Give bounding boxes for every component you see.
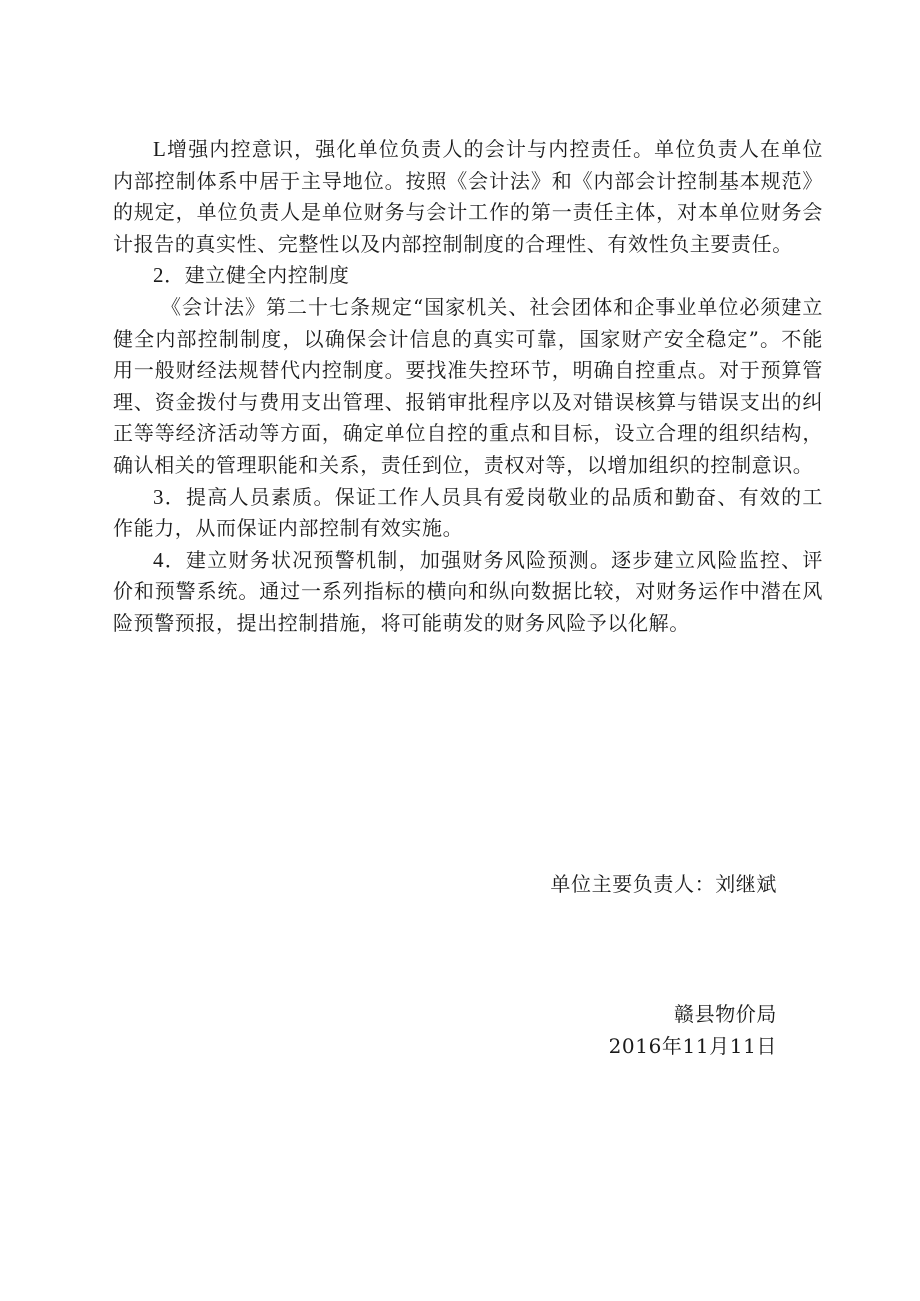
paragraph-3-text: 《会计法》第二十七条规定“国家机关、社会团体和企事业单位必须建立健全内部控制制度，以确保会计信息的真实可靠，国家财产安全稳定”。不能用一般财经法规替代内控制度。要找准失控环节，明确自控重点。对于预算管理、资金拨付与费用支出管理、报销审批程序以及对错误核算与错误支出的纠正等等经济活动等方面，确定单位自控的重点和目标，设立合理的组织结构，确认相关的管理职能和关系，责任到位，责权对等，以增加组织的控制意识。 — [113, 294, 823, 477]
paragraph-1-marker: L — [153, 137, 167, 161]
paragraph-2-heading — [113, 260, 823, 292]
paragraph-5 — [113, 545, 823, 640]
paragraph-4-text: ．提高人员素质。保证工作人员具有爱岗敬业的品质和勤奋、有效的工作能力，从而保证内部控制有效实施。 — [113, 484, 823, 541]
document-body — [113, 134, 823, 640]
paragraph-2-marker: 2 — [153, 263, 165, 288]
signer-line: 单位主要负责人：刘继斌 — [550, 872, 777, 896]
document-date: 2016年11月11日 — [608, 1034, 777, 1058]
organization-name: 赣县物价局 — [674, 1002, 777, 1026]
paragraph-3 — [113, 292, 823, 482]
paragraph-5-text: ．建立财务状况预警机制，加强财务风险预测。逐步建立风险监控、评价和预警系统。通过一系列指标的横向和纵向数据比较，对财务运作中潜在风险预警预报，提出控制措施，将可能萌发的财务风险予以化解。 — [113, 547, 823, 635]
paragraph-4-marker: 3 — [153, 484, 165, 509]
paragraph-4 — [113, 482, 823, 545]
paragraph-1 — [113, 134, 823, 260]
paragraph-1-text: 增强内控意识，强化单位负责人的会计与内控责任。单位负责人在单位内部控制体系中居于主导地位。按照《会计法》和《内部会计控制基本规范》的规定，单位负责人是单位财务与会计工作的第一责任主体，对本单位财务会计报告的真实性、完整性以及内部控制制度的合理性、有效性负主要责任。 — [113, 137, 823, 256]
paragraph-2-text: ．建立健全内控制度 — [164, 263, 350, 288]
paragraph-5-marker: 4 — [153, 547, 165, 572]
